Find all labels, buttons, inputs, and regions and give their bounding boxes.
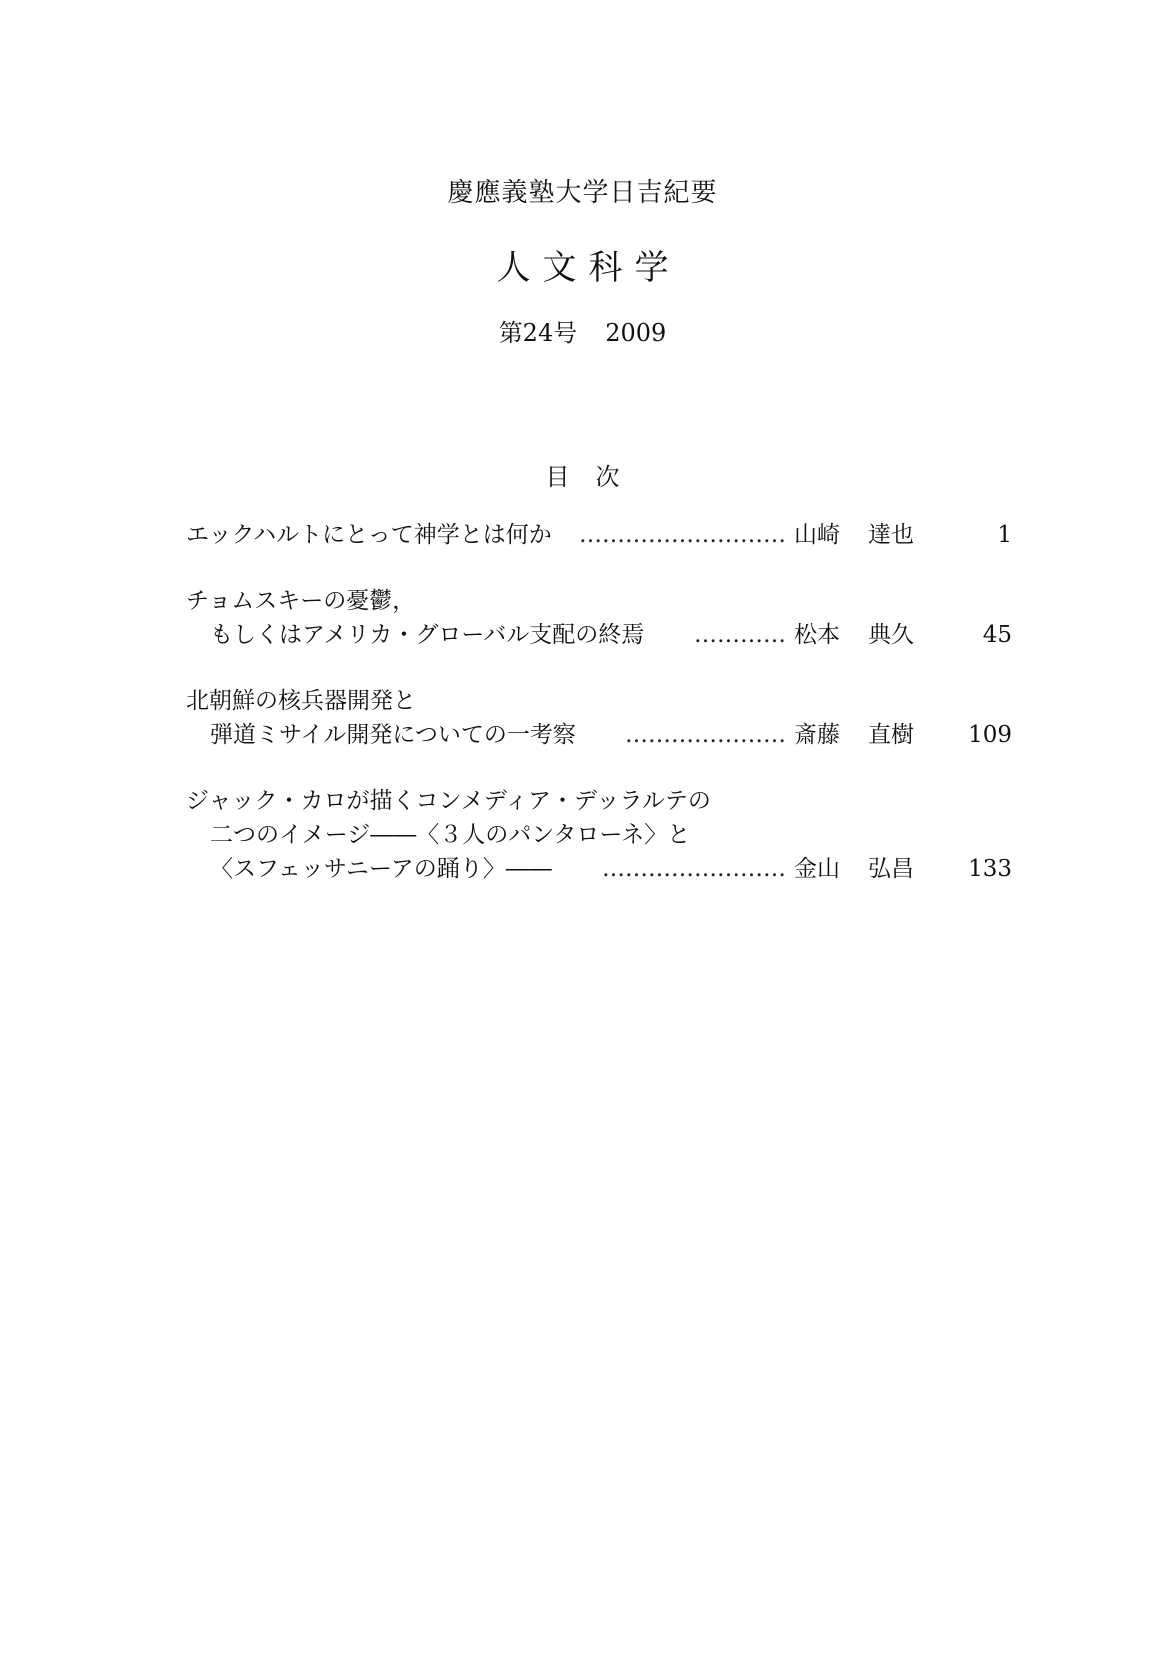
leader-dots: ……………………… bbox=[579, 522, 786, 548]
author-family-name: 斎藤 bbox=[794, 722, 840, 748]
toc-entry-line bbox=[186, 852, 1012, 886]
author-given-name: 直樹 bbox=[868, 722, 914, 748]
toc-entry[interactable] bbox=[186, 584, 1012, 652]
leader-dots: …………………… bbox=[602, 856, 786, 882]
toc-entry-author bbox=[794, 618, 944, 652]
issue-line bbox=[0, 313, 1165, 348]
leader-dots: ………………… bbox=[625, 722, 786, 748]
toc-entry-author bbox=[794, 718, 944, 752]
table-of-contents bbox=[186, 518, 1012, 918]
toc-entry-author bbox=[794, 518, 944, 552]
toc-entry-page: 109 bbox=[968, 722, 1012, 748]
author-family-name: 山崎 bbox=[794, 522, 840, 548]
toc-entry-line bbox=[186, 618, 1012, 652]
toc-entry-line bbox=[186, 584, 1012, 618]
toc-entry[interactable] bbox=[186, 518, 1012, 552]
toc-entry-title-cont: 〈スフェッサニーアの踊り〉―― bbox=[210, 856, 552, 882]
leader-dots: ………… bbox=[694, 622, 786, 648]
toc-entry[interactable] bbox=[186, 684, 1012, 752]
toc-entry-title-cont: もしくはアメリカ・グローバル支配の終焉 bbox=[210, 622, 645, 648]
toc-entry-page: 133 bbox=[968, 856, 1012, 882]
toc-entry-author bbox=[794, 852, 944, 886]
toc-entry-title: チョムスキーの憂鬱， bbox=[186, 588, 416, 614]
toc-entry-page: 1 bbox=[997, 522, 1012, 548]
issue-year: 2009 bbox=[605, 319, 667, 347]
issue-number: 第24号 bbox=[498, 319, 578, 347]
toc-entry-title: 北朝鮮の核兵器開発と bbox=[186, 688, 416, 714]
journal-name: 慶應義塾大学日吉紀要 bbox=[447, 178, 718, 208]
toc-entry-line bbox=[186, 518, 1012, 552]
journal-title: 人文科学 bbox=[496, 248, 681, 288]
author-given-name: 典久 bbox=[868, 622, 914, 648]
toc-entry-title-cont: 二つのイメージ――〈３人のパンタローネ〉と bbox=[210, 822, 691, 848]
toc-entry-title: エックハルトにとって神学とは何か bbox=[186, 522, 552, 548]
author-given-name: 弘昌 bbox=[868, 856, 914, 882]
author-given-name: 達也 bbox=[868, 522, 914, 548]
toc-entry-page: 45 bbox=[982, 622, 1012, 648]
author-family-name: 松本 bbox=[794, 622, 840, 648]
toc-entry-line bbox=[186, 784, 1012, 818]
toc-entry-title-cont: 弾道ミサイル開発についての一考察 bbox=[210, 722, 576, 748]
author-family-name: 金山 bbox=[794, 856, 840, 882]
toc-heading: 目次 bbox=[545, 463, 646, 491]
toc-entry-title: ジャック・カロが描くコンメディア・デッラルテの bbox=[186, 788, 711, 814]
toc-entry-line bbox=[186, 684, 1012, 718]
toc-entry-line bbox=[186, 818, 1012, 852]
toc-entry[interactable] bbox=[186, 784, 1012, 886]
toc-entry-line bbox=[186, 718, 1012, 752]
